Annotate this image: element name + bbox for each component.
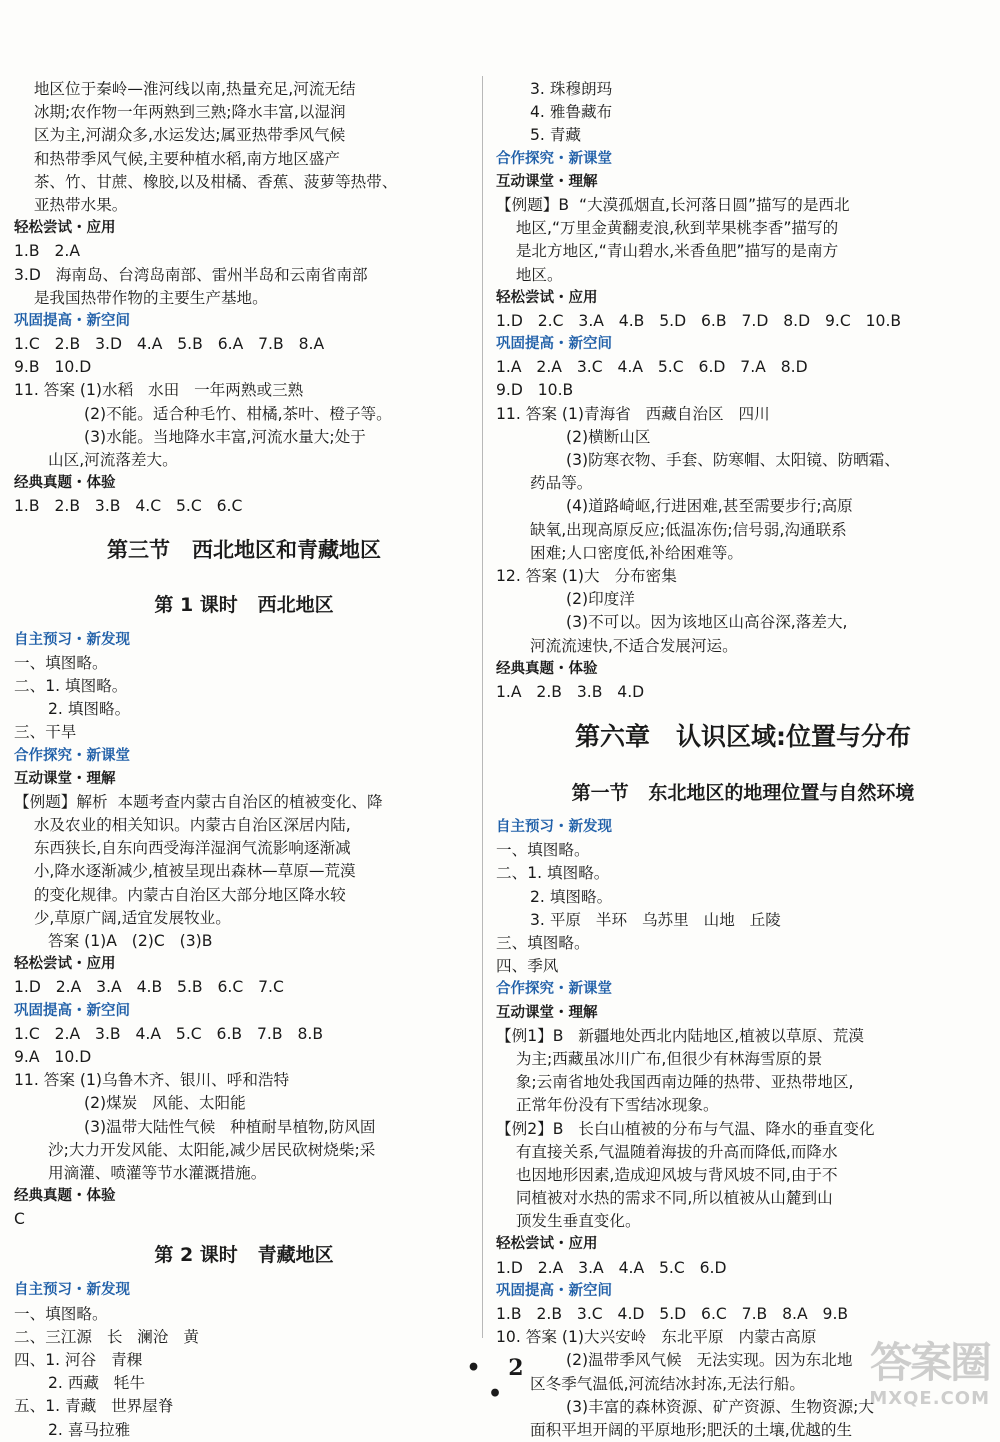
text-line: 1.D 2.A 3.A 4.B 5.B 6.C 7.C (14, 978, 284, 997)
lesson-heading: 第 1 课时 西北地区 (154, 593, 334, 616)
answer-line: 2. 西藏 牦牛 (48, 1374, 146, 1393)
text-line: 水及农业的相关知识。内蒙古自治区深居内陆, (14, 816, 351, 835)
section-label: 巩固提高・新空间 (14, 312, 130, 329)
section-label: 轻松尝试・应用 (496, 1236, 598, 1253)
text-line: 五、1. 青藏 世界屋脊 (14, 1397, 174, 1416)
answer-line: (2)横断山区 (566, 427, 651, 446)
watermark-url: MXQE.COM (869, 1388, 990, 1409)
page-number: • 2 • (466, 1355, 534, 1407)
text-line: 二、1. 填图略。 (496, 864, 610, 883)
text-line: 和热带季风气候,主要种植水稻,南方地区盛产 (14, 149, 341, 168)
section-label: 互动课堂・理解 (496, 1004, 598, 1021)
answer-line: 2. 填图略。 (48, 700, 131, 719)
text-line: 1.C 2.B 3.D 4.A 5.B 6.A 7.B 8.A (14, 335, 325, 354)
answer-line: 区冬季气温低,河流结冰封冻,无法行船。 (530, 1374, 806, 1393)
section-label: 轻松尝试・应用 (14, 220, 116, 237)
answer-line: 河流流速快,不适合发展河运。 (530, 636, 738, 655)
text-line: 一、填图略。 (496, 841, 590, 860)
right-column (496, 78, 990, 1442)
text-line: 一、填图略。 (14, 653, 108, 672)
answer-line: 2. 喜马拉雅 (48, 1420, 131, 1439)
subsection-heading: 第一节 东北地区的地理位置与自然环境 (571, 782, 915, 805)
section-label: 自主预习・新发现 (14, 1282, 130, 1299)
text-line: 茶、竹、甘蔗、橡胶,以及柑橘、香蕉、菠萝等热带、 (14, 172, 398, 191)
answer-line: 答案 (1)A (2)C (3)B (48, 932, 213, 950)
answer-line: 3. 珠穆朗玛 (530, 80, 613, 98)
text-line: 三、填图略。 (496, 934, 590, 952)
text-line: 【例题】解析 本题考查内蒙古自治区的植被变化、降 (14, 792, 383, 811)
text-line: 地区。 (496, 265, 563, 284)
section-label: 合作探究・新课堂 (496, 981, 612, 998)
text-line: 二、三江源 长 澜沧 黄 (14, 1327, 199, 1346)
answer-line: (3)不可以。因为该地区山高谷深,落差大, (566, 613, 848, 632)
answer-line: 面积平坦开阔的平原地形;肥沃的土壤,优越的生 (530, 1420, 853, 1439)
answer-line: 山区,河流落差大。 (48, 451, 178, 469)
answer-line: (3)防寒衣物、手套、防寒帽、太阳镜、防晒霜、 (566, 451, 900, 469)
answer-line: (2)印度洋 (566, 590, 635, 609)
text-line: 1.D 2.A 3.A 4.A 5.C 6.D (496, 1258, 727, 1277)
section-label: 互动课堂・理解 (496, 173, 598, 190)
text-line: 1.A 2.B 3.B 4.D (496, 682, 645, 701)
text-line: 顶发生垂直变化。 (496, 1212, 641, 1231)
section-label: 巩固提高・新空间 (496, 1282, 612, 1299)
watermark-title: 答案圈 (869, 1338, 990, 1387)
left-column (14, 78, 474, 1442)
text-line: 地区,“万里金黄翻麦浪,秋到苹果桃李香”描写的 (496, 219, 839, 238)
answer-line: (4)道路崎岖,行进困难,甚至需要步行;高原 (566, 497, 853, 516)
text-line: 9.B 10.D (14, 358, 92, 377)
answer-line: 沙;大力开发风能、太阳能,减少居民砍树烧柴;采 (48, 1140, 376, 1159)
text-line: 也因地形因素,造成迎风坡与背风坡不同,由于不 (496, 1165, 838, 1184)
text-line: 冰期;农作物一年两熟到三熟;降水丰富,以湿润 (14, 103, 346, 122)
section-label: 合作探究・新课堂 (14, 747, 130, 764)
text-line: 10. 答案 (1)大兴安岭 东北平原 内蒙古高原 (496, 1328, 817, 1347)
text-line: 二、1. 填图略。 (14, 676, 128, 695)
text-line: 是我国热带作物的主要生产基地。 (14, 288, 268, 307)
answer-line: (3)温带大陆性气候 种植耐旱植物,防风固 (84, 1117, 376, 1136)
text-line: 象;云南省地处我国西南边陲的热带、亚热带地区, (496, 1073, 854, 1092)
text-line: 四、1. 河谷 青稞 (14, 1351, 143, 1369)
text-line: 小,降水逐渐减少,植被呈现出森林—草原—荒漠 (14, 862, 356, 881)
text-line: 1.C 2.A 3.B 4.A 5.C 6.B 7.B 8.B (14, 1024, 324, 1043)
answer-line: (2)温带季风气候 无法实现。因为东北地 (566, 1351, 853, 1370)
lesson-heading: 第 2 课时 青藏地区 (154, 1244, 334, 1267)
text-line: 1.A 2.A 3.C 4.A 5.C 6.D 7.A 8.D (496, 358, 808, 377)
text-line: 一、填图略。 (14, 1304, 108, 1323)
text-line: 9.D 10.B (496, 381, 574, 400)
section-label: 轻松尝试・应用 (496, 289, 598, 306)
section-label: 巩固提高・新空间 (14, 1002, 130, 1019)
answer-line: 缺氧,出现高原反应;低温冻伤;信号弱,沟通联系 (530, 520, 847, 539)
answer-line: (3)丰富的森林资源、矿产资源、生物资源;大 (566, 1397, 875, 1416)
answer-line: 药品等。 (530, 474, 593, 493)
section-label: 经典真题・体验 (14, 475, 116, 492)
section-label: 经典真题・体验 (14, 1188, 116, 1205)
answer-line: 4. 雅鲁藏布 (530, 103, 613, 122)
answer-line: 用滴灌、喷灌等节水灌溉措施。 (48, 1163, 267, 1182)
section-heading: 第三节 西北地区和青藏地区 (107, 537, 381, 562)
answer-line: (2)煤炭 风能、太阳能 (84, 1094, 246, 1113)
text-line: 地区位于秦岭—淮河线以南,热量充足,河流无结 (14, 80, 356, 98)
text-line: 的变化规律。内蒙古自治区大部分地区降水较 (14, 885, 346, 904)
text-line: 1.B 2.B 3.B 4.C 5.C 6.C (14, 497, 243, 516)
text-line: 同植被对水热的需求不同,所以植被从山麓到山 (496, 1189, 833, 1208)
text-line: 12. 答案 (1)大 分布密集 (496, 566, 677, 585)
answer-line: 困难;人口密度低,补给困难等。 (530, 543, 743, 562)
answer-line: 5. 青藏 (530, 126, 582, 145)
section-label: 合作探究・新课堂 (496, 150, 612, 167)
text-line: 11. 答案 (1)乌鲁木齐、银川、呼和浩特 (14, 1071, 290, 1090)
text-line: 【例1】B 新疆地处西北内陆地区,植被以草原、荒漠 (496, 1026, 864, 1045)
text-line: C (14, 1210, 25, 1229)
text-line: 区为主,河湖众多,水运发达;属亚热带季风气候 (14, 126, 346, 145)
text-line: 11. 答案 (1)青海省 西藏自治区 四川 (496, 404, 770, 423)
section-label: 轻松尝试・应用 (14, 956, 116, 973)
text-line: 【例2】B 长白山植被的分布与气温、降水的垂直变化 (496, 1119, 875, 1138)
text-line: 亚热带水果。 (14, 195, 128, 214)
text-line: 1.B 2.B 3.C 4.D 5.D 6.C 7.B 8.A 9.B (496, 1305, 849, 1323)
text-line: 有直接关系,气温随着海拔的升高而降低,而降水 (496, 1142, 838, 1161)
section-label: 自主预习・新发现 (14, 631, 130, 648)
text-line: 为主;西藏虽冰川广布,但很少有林海雪原的景 (496, 1049, 823, 1068)
answer-line: 2. 填图略。 (530, 887, 613, 906)
watermark-logo (840, 1338, 990, 1420)
text-line: 1.B 2.A (14, 242, 80, 261)
text-line: 【例题】B “大漠孤烟直,长河落日圆”描写的是西北 (496, 195, 850, 214)
answer-line: (3)水能。当地降水丰富,河流水量大;处于 (84, 427, 366, 446)
section-label: 自主预习・新发现 (496, 819, 612, 836)
text-line: 11. 答案 (1)水稻 水田 一年两熟或三熟 (14, 381, 304, 400)
answer-line: 3. 平原 半环 乌苏里 山地 丘陵 (530, 910, 781, 929)
text-line: 1.D 2.C 3.A 4.B 5.D 6.B 7.D 8.D 9.C 10.B (496, 311, 902, 330)
section-label: 经典真题・体验 (496, 660, 598, 677)
text-line: 三、干旱 (14, 723, 77, 742)
section-label: 互动课堂・理解 (14, 770, 116, 787)
text-line: 东西狭长,自东向西受海洋湿润气流影响逐渐减 (14, 839, 351, 858)
column-divider (482, 76, 483, 1338)
answer-line: (2)不能。适合种毛竹、柑橘,茶叶、橙子等。 (84, 404, 392, 423)
text-line: 四、季风 (496, 957, 559, 976)
text-line: 3.D 海南岛、台湾岛南部、雷州半岛和云南省南部 (14, 265, 368, 284)
chapter-heading: 第六章 认识区域:位置与分布 (574, 722, 912, 752)
text-line: 正常年份没有下雪结冰现象。 (496, 1096, 719, 1115)
text-line: 少,草原广阔,适宜发展牧业。 (14, 908, 231, 927)
text-line: 是北方地区,“青山碧水,米香鱼肥”描写的是南方 (496, 242, 839, 261)
text-line: 9.A 10.D (14, 1047, 92, 1066)
section-label: 巩固提高・新空间 (496, 336, 612, 353)
